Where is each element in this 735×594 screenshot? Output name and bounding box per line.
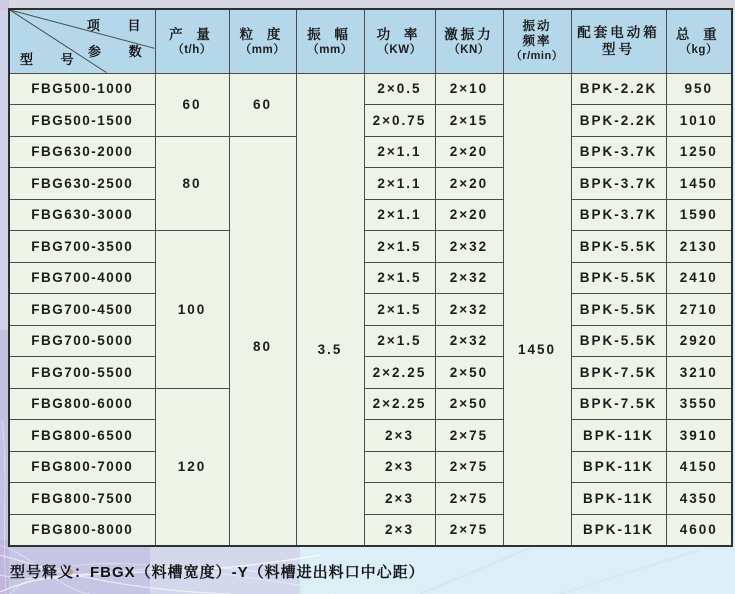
corner-label-model: 型 号 — [20, 52, 86, 67]
power-cell: 2×1.5 — [364, 231, 435, 263]
motor-cell: BPK-3.7K — [571, 168, 666, 200]
force-cell: 2×10 — [435, 73, 503, 105]
power-cell: 2×2.25 — [364, 357, 435, 389]
power-cell: 2×3 — [364, 483, 435, 515]
weight-cell: 4600 — [666, 514, 732, 546]
model-cell: FBG800-8000 — [9, 514, 155, 546]
model-cell: FBG800-7500 — [9, 483, 155, 515]
col-header-weight: 总 重 （kg） — [666, 9, 732, 73]
table-row — [9, 136, 732, 168]
model-cell: FBG700-4000 — [9, 262, 155, 294]
motor-cell: BPK-5.5K — [571, 325, 666, 357]
model-cell: FBG700-5000 — [9, 325, 155, 357]
weight-cell: 4150 — [666, 451, 732, 483]
model-cell: FBG800-6000 — [9, 388, 155, 420]
model-cell: FBG800-7000 — [9, 451, 155, 483]
force-cell: 2×20 — [435, 168, 503, 200]
motor-cell: BPK-3.7K — [571, 136, 666, 168]
motor-cell: BPK-7.5K — [571, 357, 666, 389]
granularity-cell: 80 — [229, 136, 296, 546]
power-cell: 2×1.1 — [364, 199, 435, 231]
motor-cell: BPK-11K — [571, 420, 666, 452]
force-cell: 2×75 — [435, 483, 503, 515]
model-cell: FBG500-1500 — [9, 105, 155, 137]
model-cell: FBG630-2500 — [9, 168, 155, 200]
power-cell: 2×3 — [364, 420, 435, 452]
power-cell: 2×1.5 — [364, 294, 435, 326]
power-cell: 2×2.25 — [364, 388, 435, 420]
motor-cell: BPK-5.5K — [571, 231, 666, 263]
col-header-power: 功 率 （KW） — [364, 9, 435, 73]
weight-cell: 2410 — [666, 262, 732, 294]
power-cell: 2×3 — [364, 451, 435, 483]
model-cell: FBG700-4500 — [9, 294, 155, 326]
header-row — [9, 9, 732, 73]
table-row — [9, 357, 732, 389]
power-cell: 2×0.75 — [364, 105, 435, 137]
motor-cell: BPK-7.5K — [571, 388, 666, 420]
motor-cell: BPK-3.7K — [571, 199, 666, 231]
table-row — [9, 294, 732, 326]
motor-cell: BPK-11K — [571, 451, 666, 483]
model-legend-note: 型号释义：FBGX（料槽宽度）-Y（料槽进出料口中心距） — [10, 564, 425, 581]
motor-cell: BPK-5.5K — [571, 262, 666, 294]
weight-cell: 2130 — [666, 231, 732, 263]
power-cell: 2×1.5 — [364, 262, 435, 294]
motor-cell: BPK-2.2K — [571, 105, 666, 137]
capacity-cell: 60 — [155, 73, 229, 136]
weight-cell: 2920 — [666, 325, 732, 357]
table-row — [9, 105, 732, 137]
model-cell: FBG700-3500 — [9, 231, 155, 263]
force-cell: 2×20 — [435, 136, 503, 168]
force-cell: 2×32 — [435, 262, 503, 294]
table-row — [9, 325, 732, 357]
capacity-cell: 80 — [155, 136, 229, 231]
power-cell: 2×3 — [364, 514, 435, 546]
table-row — [9, 73, 732, 105]
force-cell: 2×75 — [435, 420, 503, 452]
capacity-cell: 120 — [155, 388, 229, 546]
capacity-cell: 100 — [155, 231, 229, 389]
motor-cell: BPK-11K — [571, 483, 666, 515]
spec-table — [8, 8, 733, 547]
power-cell: 2×0.5 — [364, 73, 435, 105]
col-header-amplitude: 振 幅 （mm） — [296, 9, 364, 73]
weight-cell: 1250 — [666, 136, 732, 168]
col-header-frequency: 振动 频率 （r/min） — [503, 9, 571, 73]
power-cell: 2×1.1 — [364, 136, 435, 168]
force-cell: 2×75 — [435, 451, 503, 483]
motor-cell: BPK-5.5K — [571, 294, 666, 326]
force-cell: 2×20 — [435, 199, 503, 231]
motor-cell: BPK-11K — [571, 514, 666, 546]
force-cell: 2×15 — [435, 105, 503, 137]
table-row — [9, 388, 732, 420]
power-cell: 2×1.1 — [364, 168, 435, 200]
weight-cell: 3550 — [666, 388, 732, 420]
table-row — [9, 262, 732, 294]
table-row — [9, 168, 732, 200]
model-cell: FBG800-6500 — [9, 420, 155, 452]
force-cell: 2×32 — [435, 294, 503, 326]
model-cell: FBG630-3000 — [9, 199, 155, 231]
power-cell: 2×1.5 — [364, 325, 435, 357]
force-cell: 2×75 — [435, 514, 503, 546]
col-header-granularity: 粒 度 （mm） — [229, 9, 296, 73]
col-header-motor: 配套电动箱 型号 — [571, 9, 666, 73]
corner-label-parameter: 参 数 — [88, 44, 154, 59]
table-row — [9, 231, 732, 263]
weight-cell: 1450 — [666, 168, 732, 200]
force-cell: 2×32 — [435, 325, 503, 357]
frequency-cell: 1450 — [503, 73, 571, 546]
table-row — [9, 483, 732, 515]
force-cell: 2×50 — [435, 357, 503, 389]
weight-cell: 3210 — [666, 357, 732, 389]
force-cell: 2×32 — [435, 231, 503, 263]
granularity-cell: 60 — [229, 73, 296, 136]
motor-cell: BPK-2.2K — [571, 73, 666, 105]
force-cell: 2×50 — [435, 388, 503, 420]
weight-cell: 4350 — [666, 483, 732, 515]
amplitude-cell: 3.5 — [296, 73, 364, 546]
table-row — [9, 514, 732, 546]
col-header-capacity: 产 量 （t/h） — [155, 9, 229, 73]
model-cell: FBG500-1000 — [9, 73, 155, 105]
weight-cell: 1590 — [666, 199, 732, 231]
model-cell: FBG630-2000 — [9, 136, 155, 168]
corner-label-item: 项 目 — [86, 18, 153, 33]
corner-header-cell — [9, 9, 155, 73]
table-row — [9, 199, 732, 231]
col-header-force: 激振力 （KN） — [435, 9, 503, 73]
model-cell: FBG700-5500 — [9, 357, 155, 389]
weight-cell: 3910 — [666, 420, 732, 452]
table-row — [9, 451, 732, 483]
weight-cell: 2710 — [666, 294, 732, 326]
weight-cell: 950 — [666, 73, 732, 105]
weight-cell: 1010 — [666, 105, 732, 137]
table-row — [9, 420, 732, 452]
